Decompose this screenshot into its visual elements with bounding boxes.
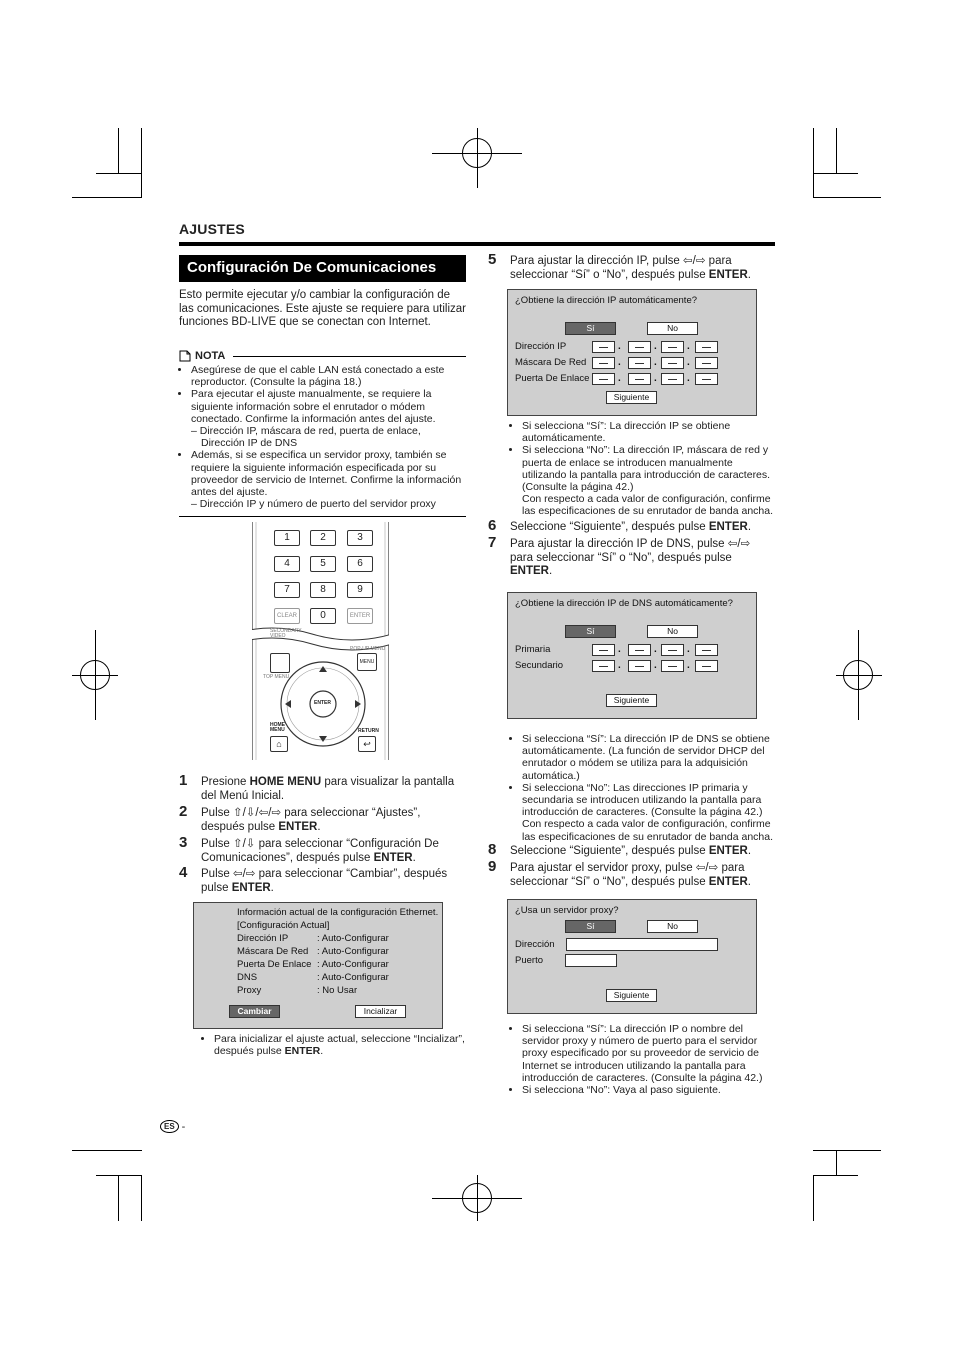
screen-question: ¿Obtiene la dirección IP automáticamente?: [515, 295, 698, 306]
mask-octet-input[interactable]: [661, 357, 684, 369]
remote-illustration: [252, 522, 389, 760]
step-3: 3 Pulse ⇧/⇩ para seleccionar “Configuración De Comunicaciones”, después pulse ENTER.: [179, 834, 439, 864]
step-6: 6 Seleccione “Siguiente”, después pulse ENTER.: [488, 517, 752, 534]
list-item: • Si selecciona “Sí”: La dirección IP se obtiene automáticamente.: [522, 420, 775, 444]
nota-header: [179, 350, 466, 362]
nota-dash-1: – Dirección IP, máscara de red, puerta de enlace, Dirección IP de DNS: [191, 425, 421, 450]
gateway-octet-input[interactable]: [695, 373, 718, 385]
screen-title: Información actual de la configuración Ethernet.: [237, 907, 439, 918]
return-label: RETURN: [358, 728, 379, 734]
dns-secondary-octet-input[interactable]: [661, 660, 684, 672]
section-rule: [179, 242, 775, 246]
step-2: 2 Pulse ⇧/⇩/⇦/⇨ para seleccionar “Ajustes”, después pulse ENTER.: [179, 803, 421, 833]
page-suffix: -: [181, 1120, 186, 1133]
remote-key-7: 7: [274, 582, 300, 598]
lang-badge: ES: [160, 1120, 179, 1133]
next-button[interactable]: Siguiente: [606, 989, 657, 1002]
remote-key-6: 6: [347, 556, 373, 572]
note-step-4: • Para inicializar el ajuste actual, seleccione “Incializar”, después pulse ENTER.: [202, 1033, 466, 1057]
gateway-octet-input[interactable]: [628, 373, 651, 385]
dns-primary-octet-input[interactable]: [695, 644, 718, 656]
top-menu-label: TOP MENU: [263, 674, 290, 680]
remote-key-8: 8: [310, 582, 336, 598]
step-9: 9 Para ajustar el servidor proxy, pulse ⇦/⇨ para seleccionar “Sí” o “No”, después pulse ENTER.: [488, 858, 751, 888]
no-button[interactable]: No: [647, 322, 698, 335]
secondary-video-label: SECONDARY VIDEO: [270, 628, 302, 639]
list-item: • Si selecciona “No”: Vaya al paso siguiente.: [522, 1084, 775, 1096]
field-label: Puerto: [515, 955, 543, 966]
enter-button-label: ENTER: [314, 700, 331, 706]
list-item: • Además, si se especifica un servidor proxy, también se requiere la siguiente información especificada por su proveedor de servicio de Internet. Confirme la información antes del ajuste.: [191, 449, 466, 498]
screen-question: ¿Usa un servidor proxy?: [515, 905, 619, 916]
screen-ip: ¿Obtiene la dirección IP automáticamente? Sí No Dirección IP Máscara De Red Puerta De Enlace . . . . . . . . . Siguiente: [507, 289, 757, 416]
config-key: Máscara De Red: [237, 946, 309, 957]
mask-octet-input[interactable]: [628, 357, 651, 369]
menu-button: MENU: [357, 653, 377, 671]
page-marker: [160, 1120, 185, 1133]
dns-primary-octet-input[interactable]: [661, 644, 684, 656]
section-title: AJUSTES: [179, 221, 245, 237]
screen-dns: ¿Obtiene la dirección IP de DNS automáticamente? Sí No Primaria Secundario . . . . . . Siguiente: [507, 592, 757, 719]
remote-key-enter: ENTER: [347, 608, 373, 624]
notes-5-extra: Con respecto a cada valor de configuración, confirme las especificaciones de su enrutador de banda ancha.: [522, 493, 774, 518]
list-item: • Asegúrese de que el cable LAN está conectado a este reproductor. (Consulte la página 18.): [191, 364, 466, 388]
list-item: • Si selecciona “Sí”: La dirección IP o nombre del servidor proxy y número de puerto para el servidor proxy especificado por su proveedor de servicio de Internet se introducen utilizando la pantalla para introducción de caracteres. (Consulte la página 42.): [522, 1023, 775, 1084]
nota-dash-2: – Dirección IP y número de puerto del servidor proxy: [191, 498, 436, 511]
remote-key-9: 9: [347, 582, 373, 598]
config-key: Dirección IP: [237, 933, 289, 944]
screen-question: ¿Obtiene la dirección IP de DNS automáticamente?: [515, 598, 733, 609]
ip-octet-input[interactable]: [628, 341, 651, 353]
change-button[interactable]: Cambiar: [229, 1005, 280, 1018]
screen-subtitle: [Configuración Actual]: [237, 920, 330, 931]
home-menu-label: HOME MENU: [270, 722, 285, 733]
return-icon: ↩: [358, 736, 376, 752]
config-value: : Auto-Configurar: [317, 972, 389, 983]
list-item: • Si selecciona “Sí”: La dirección IP de DNS se obtiene automáticamente. (La función de servidor DHCP del enrutador o módem se utiliza para la adquisición automática.): [522, 733, 775, 782]
screen-current-config: [193, 902, 443, 1029]
next-button[interactable]: Siguiente: [606, 391, 657, 404]
config-value: : Auto-Configurar: [317, 933, 389, 944]
field-label: Dirección IP: [515, 341, 567, 352]
step-4: 4 Pulse ⇦/⇨ para seleccionar “Cambiar”, después pulse ENTER.: [179, 864, 448, 894]
remote-key-4: 4: [274, 556, 300, 572]
proxy-port-input[interactable]: [565, 954, 617, 967]
config-key: DNS: [237, 972, 258, 983]
notes-7-extra: Con respecto a cada valor de configuración, confirme las especificaciones de su enrutador de banda ancha.: [522, 818, 774, 843]
dns-secondary-octet-input[interactable]: [592, 660, 615, 672]
proxy-address-input[interactable]: [566, 938, 718, 951]
remote-key-0: 0: [310, 608, 336, 624]
field-label: Primaria: [515, 644, 551, 655]
remote-key-5: 5: [310, 556, 336, 572]
top-menu-button: [270, 653, 290, 673]
screen-proxy: [507, 899, 757, 1014]
config-value: : No Usar: [317, 985, 358, 996]
mask-octet-input[interactable]: [695, 357, 718, 369]
page-title: Configuración De Comunicaciones: [179, 255, 466, 282]
step-5: 5 Para ajustar la dirección IP, pulse ⇦/⇨ para seleccionar “Sí” o “No”, después pulse ENTER.: [488, 251, 751, 281]
nota-title: NOTA: [195, 350, 226, 362]
ip-octet-input[interactable]: [592, 341, 615, 353]
intro-text: Esto permite ejecutar y/o cambiar la configuración de las comunicaciones. Este ajuste se requiere para utilizar funciones BD-LIVE que se conectan con Internet.: [179, 289, 467, 328]
remote-key-2: 2: [310, 530, 336, 546]
remote-key-1: 1: [274, 530, 300, 546]
next-button[interactable]: Siguiente: [606, 694, 657, 707]
dns-primary-octet-input[interactable]: [592, 644, 615, 656]
remote-key-3: 3: [347, 530, 373, 546]
config-value: : Auto-Configurar: [317, 946, 389, 957]
step-8: 8 Seleccione “Siguiente”, después pulse ENTER.: [488, 841, 752, 858]
home-icon: ⌂: [270, 736, 288, 752]
list-item: • Si selecciona “No”: Las direcciones IP primaria y secundaria se introducen utilizando la pantalla para introducción de caracteres. (Consulte la página 42.): [522, 782, 775, 819]
list-item: • Para ejecutar el ajuste manualmente, se requiere la siguiente información sobre el enrutador o módem conectado. Confirme la información antes del ajuste.: [191, 388, 466, 425]
field-label: Dirección: [515, 939, 555, 950]
remote-key-clear: CLEAR: [274, 608, 300, 624]
ip-octet-input[interactable]: [695, 341, 718, 353]
gateway-octet-input[interactable]: [661, 373, 684, 385]
notes-step-7: [510, 733, 775, 843]
field-label: Máscara De Red: [515, 357, 587, 368]
field-label: Secundario: [515, 660, 564, 671]
notes-step-5: [510, 420, 775, 518]
nota-list: [179, 364, 466, 510]
yes-button[interactable]: Sí: [565, 920, 616, 933]
yes-button[interactable]: Sí: [565, 625, 616, 638]
ip-octet-input[interactable]: [661, 341, 684, 353]
nota-divider: [179, 516, 466, 517]
list-item: • Si selecciona “No”: La dirección IP, máscara de red y puerta de enlace se introducen manualmente utilizando la pantalla para introducción de caracteres. (Consulte la página 42.): [522, 444, 775, 493]
field-label: Puerta De Enlace: [515, 373, 590, 384]
config-key: Proxy: [237, 985, 262, 996]
popup-menu-label: POP-UP MENU: [350, 646, 386, 652]
initialize-button[interactable]: Incializar: [355, 1005, 406, 1018]
no-button[interactable]: No: [647, 920, 698, 933]
notes-step-9: [510, 1023, 775, 1096]
dns-primary-octet-input[interactable]: [628, 644, 651, 656]
dns-secondary-octet-input[interactable]: [695, 660, 718, 672]
dns-secondary-octet-input[interactable]: [628, 660, 651, 672]
gateway-octet-input[interactable]: [592, 373, 615, 385]
mask-octet-input[interactable]: [592, 357, 615, 369]
yes-button[interactable]: Sí: [565, 322, 616, 335]
step-7: 7 Para ajustar la dirección IP de DNS, pulse ⇦/⇨ para seleccionar “Sí” o “No”, después pulse ENTER.: [488, 534, 751, 577]
note-icon: [179, 350, 191, 362]
config-value: : Auto-Configurar: [317, 959, 389, 970]
no-button[interactable]: No: [647, 625, 698, 638]
config-key: Puerta De Enlace: [237, 959, 312, 970]
step-1: 1 Presione HOME MENU para visualizar la pantalla del Menú Inicial.: [179, 772, 455, 802]
